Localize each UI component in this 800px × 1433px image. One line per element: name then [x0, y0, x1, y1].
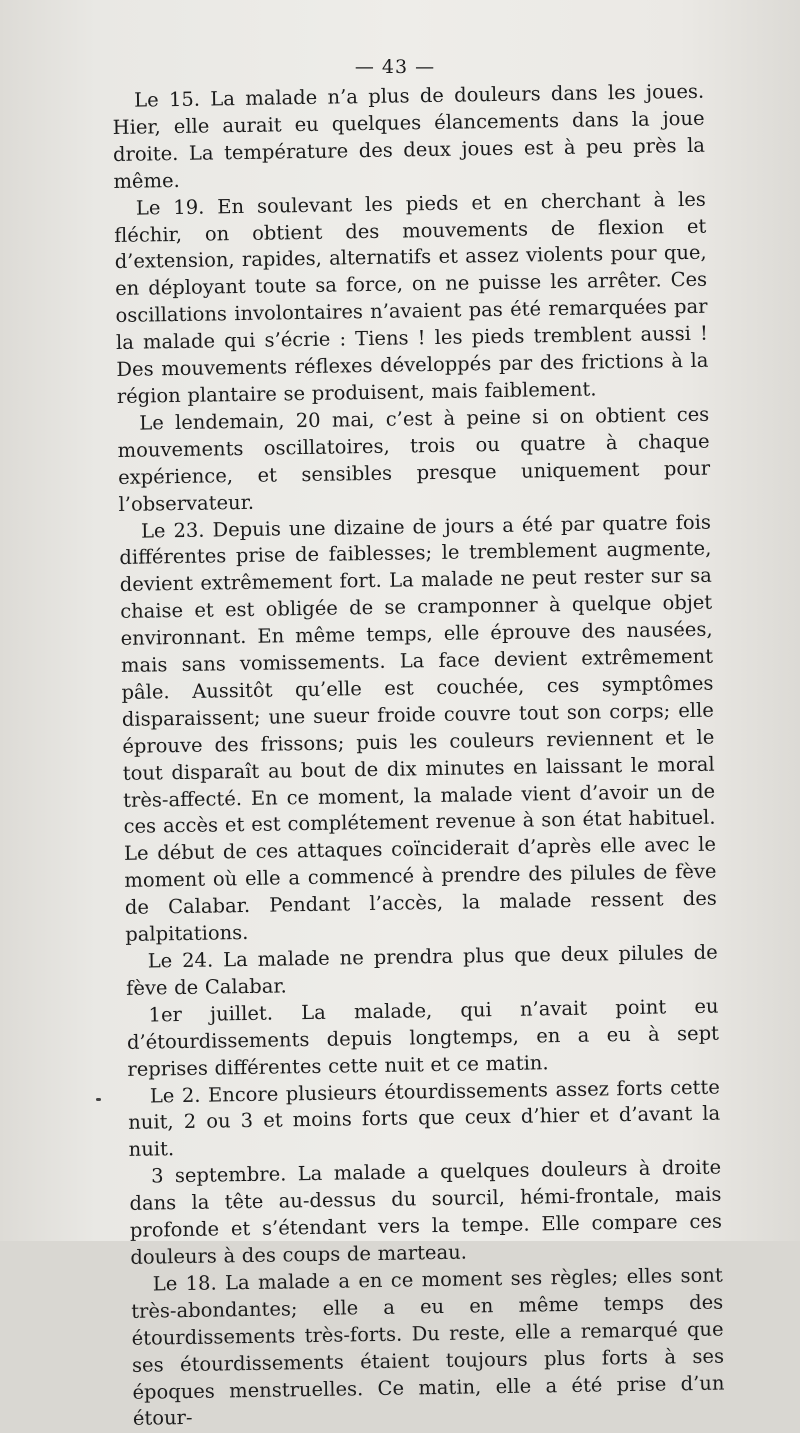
margin-mark — [96, 1098, 101, 1101]
paragraph-le-lendemain: Le lendemain, 20 mai, c’est à peine si on obtient ces mouvements oscillatoires, trois ou quatre à chaque expérience, et sensibles presque uniquement pour l’observateur. — [117, 402, 711, 516]
paragraph-3-septembre: 3 septembre. La malade a quelques douleurs à droite dans la tête au-dessus du sourcil, hémi-frontale, mais profonde et s’étendant vers la tempe. Elle compare ces douleurs à des coups de marteau. — [129, 1155, 723, 1269]
paragraph-1er-juillet: 1er juillet. La malade, qui n’avait point eu d’étourdissements depuis longtemps, en a eu à sept reprises différentes cette nuit et ce matin. — [126, 994, 720, 1081]
paragraph-le-19: Le 19. En soulevant les pieds et en cherchant à les fléchir, on obtient des mouvements de flexion et d’extension, rapides, alternatifs et assez violents pour que, en déployant toute sa force, on ne puisse les arrêter. Ces oscillations involontaires n’avaient pas été remarquées par la malade qui s’écrie : Tiens ! les pieds tremblent aussi ! Des mouvements réflexes développés par des frictions à la région plantaire se produisent, mais faiblement. — [114, 187, 709, 408]
paragraph-le-15: Le 15. La malade n’a plus de douleurs dans les joues. Hier, elle aurait eu quelques élancements dans la joue droite. La température des deux joues est à peu près la même. — [112, 79, 706, 193]
paragraph-le-2: Le 2. Encore plusieurs étourdissements assez forts cette nuit, 2 ou 3 et moins forts que ceux d’hier et d’avant la nuit. — [128, 1075, 721, 1162]
page-body — [112, 79, 725, 1433]
paragraph-le-24: Le 24. La malade ne prendra plus que deux pilules de fève de Calabar. — [125, 940, 718, 1000]
paragraph-le-18: Le 18. La malade a en ce moment ses règles; elles sont très-abondantes; elle a eu en même temps des étourdissements très-forts. Du reste, elle a remarqué que ses étourdissements étaient toujours plus forts à ses époques menstruelles. Ce matin, elle a été prise d’un étour- — [131, 1263, 725, 1431]
page-number: — 43 — — [354, 56, 436, 78]
paragraph-le-23: Le 23. Depuis une dizaine de jours a été par quatre fois différentes prise de faiblesses; le tremblement augmente, devient extrêmement fort. La malade ne peut rester sur sa chaise et est obligée de se cramponner à quelque objet environnant. En même temps, elle éprouve des nausées, mais sans vomissements. La face devient extrêmement pâle. Aussitôt qu’elle est couchée, ces symptômes disparaissent; une sueur froide couvre tout son corps; elle éprouve des frissons; puis les couleurs reviennent et le tout disparaît au bout de dix minutes en laissant le moral très-affecté. En ce moment, la malade vient d’avoir un de ces accès et est complétement revenue à son état habituel. Le début de ces attaques coïnciderait d’après elle avec le moment où elle a commencé à prendre des pilules de fève de Calabar. Pendant l’accès, la malade ressent des palpitations. — [119, 510, 717, 946]
